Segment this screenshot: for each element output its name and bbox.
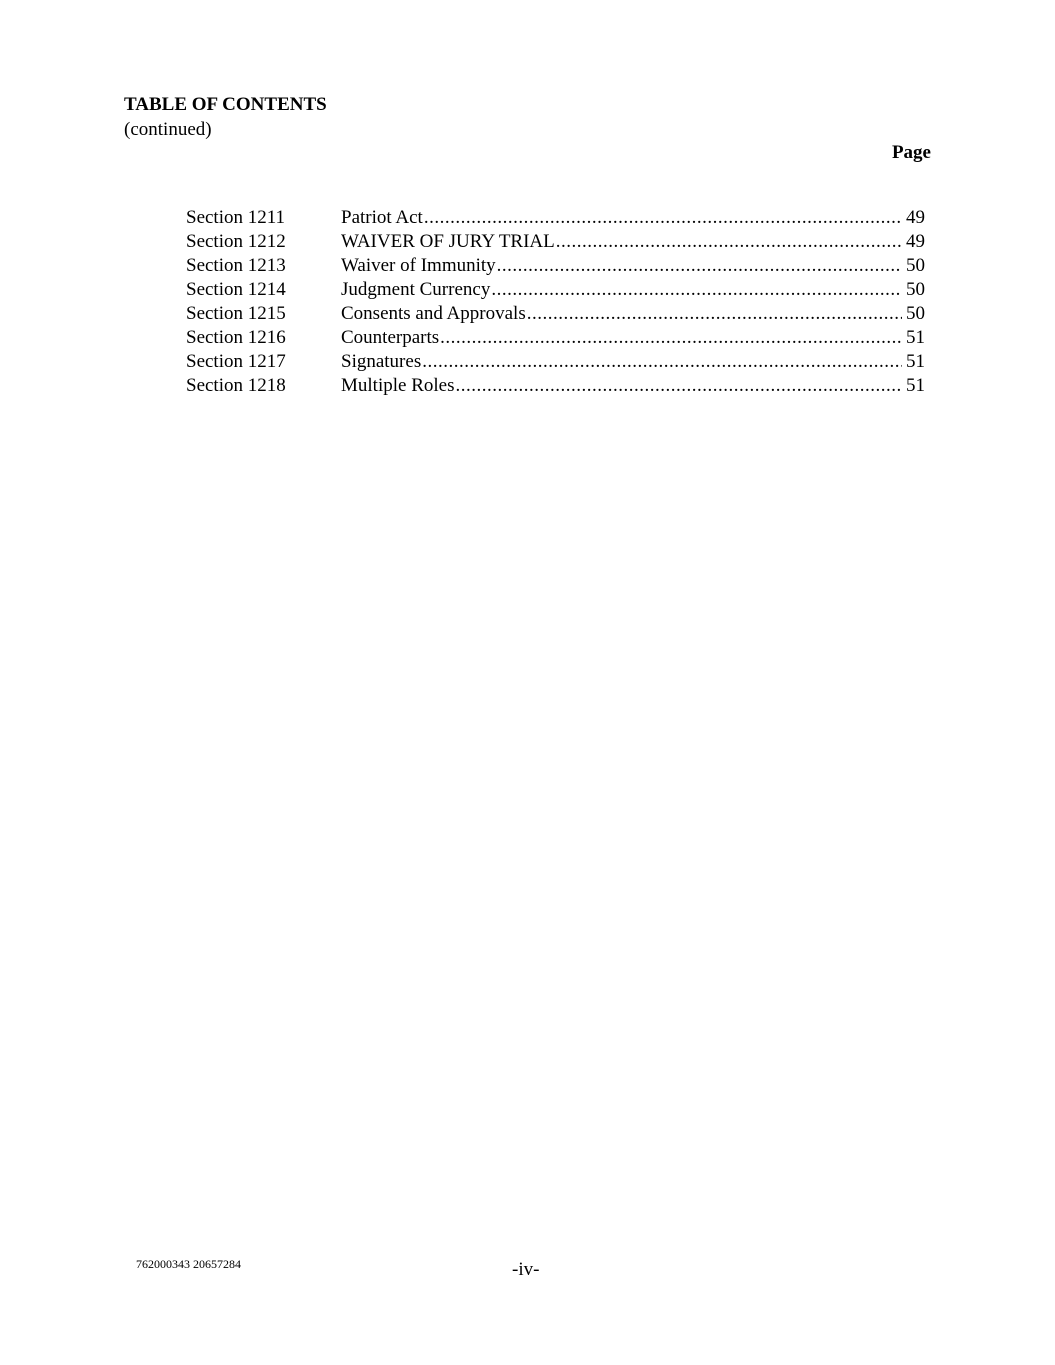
dot-leader [497,254,902,278]
toc-heading [341,326,904,350]
toc-section-number: Section 1214 [186,279,286,300]
toc-entry[interactable] [186,230,925,254]
page-column-label: Page [891,142,931,163]
toc-heading [341,278,904,302]
toc-section-number: Section 1213 [186,255,286,276]
toc-section-number: Section 1211 [186,207,286,228]
toc-entry[interactable] [186,302,925,326]
toc-page-number: 51 [906,327,925,348]
toc-page-number: 49 [906,231,925,252]
toc-heading-text: Patriot Act [341,207,423,228]
dot-leader [556,230,902,254]
toc-entry[interactable] [186,206,925,230]
toc-heading [341,374,904,398]
toc-section-number: Section 1217 [186,351,286,372]
toc-heading-text: Judgment Currency [341,279,491,300]
document-id: 762000343 20657284 [136,1257,241,1271]
dot-leader [455,374,902,398]
dot-leader [424,206,902,230]
toc-entry[interactable] [186,326,925,350]
page-number: -iv- [512,1259,540,1280]
toc-entry[interactable] [186,374,925,398]
toc-heading [341,230,904,254]
toc-entry[interactable] [186,350,925,374]
toc-page-number: 50 [906,255,925,276]
toc-page-number: 51 [906,351,925,372]
toc-heading-text: WAIVER OF JURY TRIAL [341,231,555,252]
toc-heading [341,206,904,230]
toc-page-number: 50 [906,303,925,324]
toc-heading-text: Counterparts [341,327,440,348]
toc-heading-text: Signatures [341,351,422,372]
dot-leader [491,278,902,302]
toc-heading [341,350,904,374]
toc-list [186,206,925,398]
toc-page-number: 51 [906,375,925,396]
toc-section-number: Section 1212 [186,231,286,252]
dot-leader [527,302,902,326]
toc-section-number: Section 1218 [186,375,286,396]
toc-continued-label: (continued) [124,119,212,140]
dot-leader [440,326,902,350]
toc-heading-text: Waiver of Immunity [341,255,496,276]
toc-title: TABLE OF CONTENTS [124,94,327,115]
toc-heading-text: Multiple Roles [341,375,455,396]
toc-page-number: 50 [906,279,925,300]
toc-heading [341,254,904,278]
toc-entry[interactable] [186,278,925,302]
toc-page-number: 49 [906,207,925,228]
toc-heading-text: Consents and Approvals [341,303,526,324]
dot-leader [422,350,902,374]
toc-heading [341,302,904,326]
toc-section-number: Section 1216 [186,327,286,348]
toc-entry[interactable] [186,254,925,278]
toc-section-number: Section 1215 [186,303,286,324]
